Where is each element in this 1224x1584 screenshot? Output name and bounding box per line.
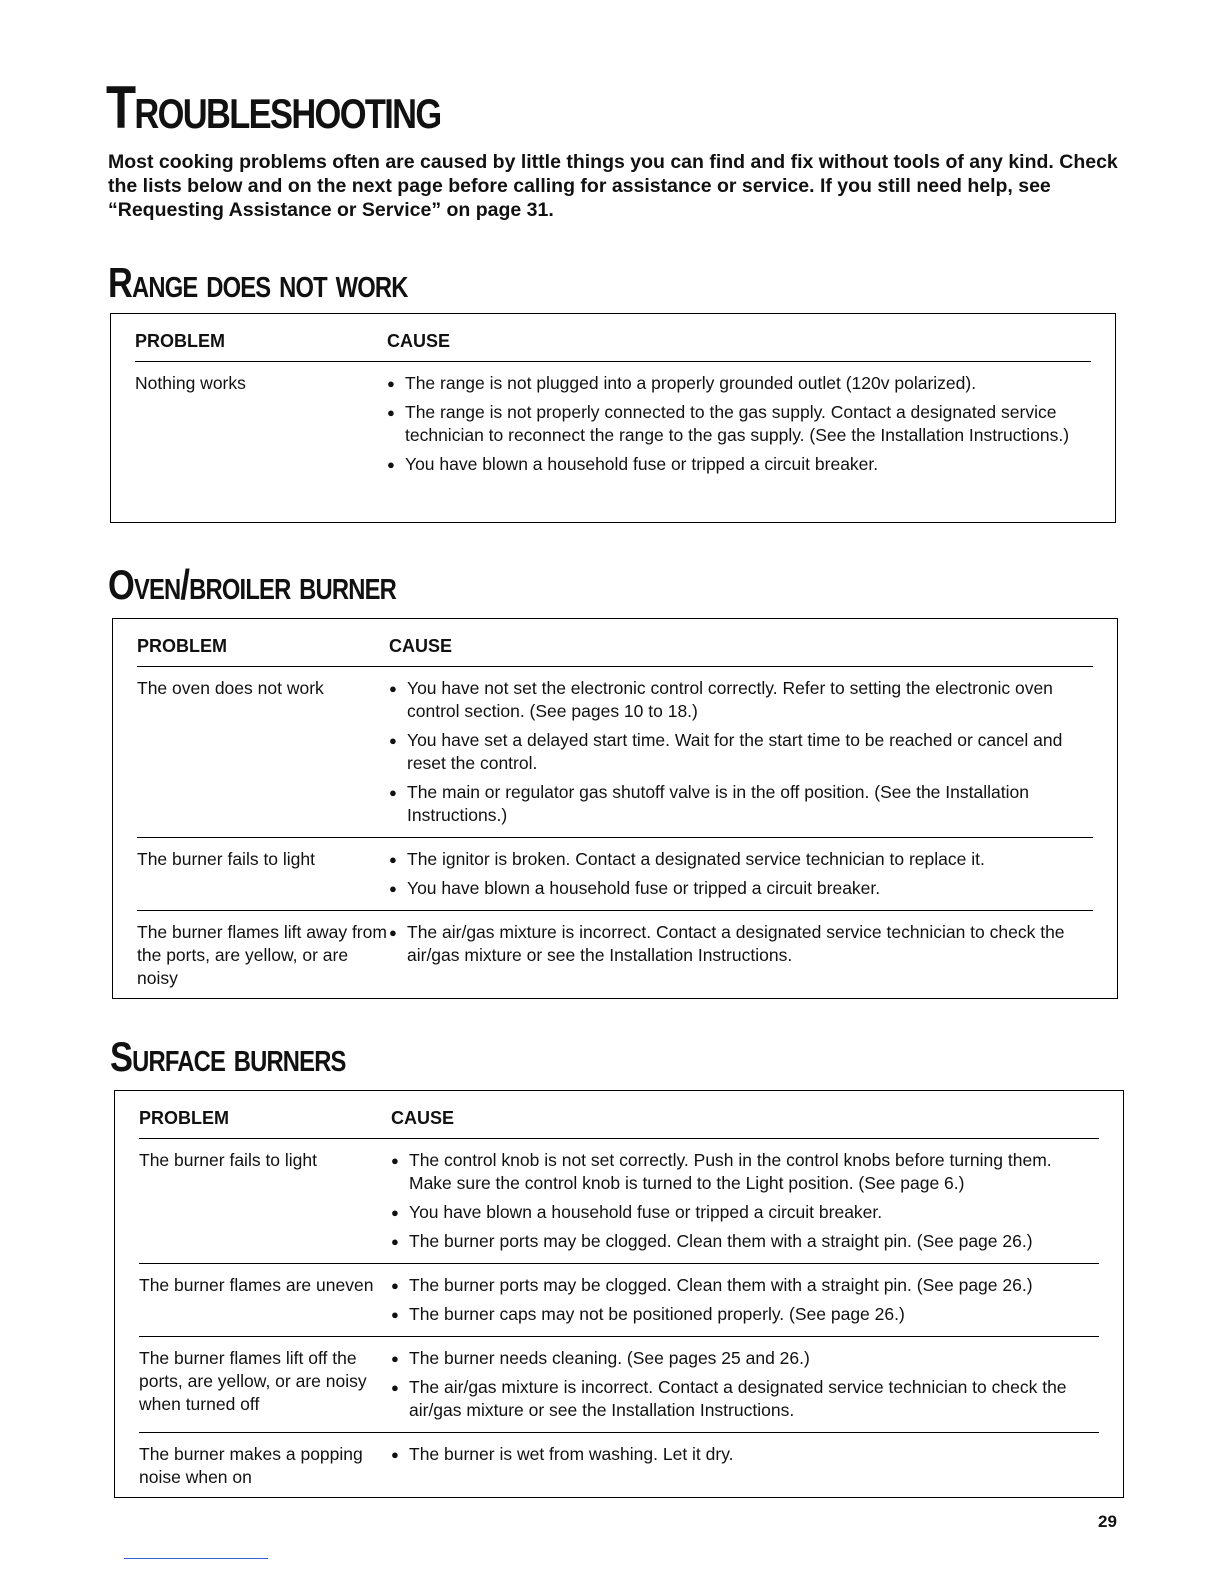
- problem-cell: The burner flames are uneven: [139, 1264, 391, 1337]
- page-title: Troubleshooting: [106, 74, 441, 141]
- cause-item: ● The burner ports may be clogged. Clean them with a straight pin. (See page 26.): [391, 1274, 1099, 1297]
- cause-cell: [389, 911, 1093, 1001]
- problem-cell: The burner flames lift off the ports, are yellow, or are noisy when turned off: [139, 1337, 391, 1433]
- cause-item: ● The range is not properly connected to the gas supply. Contact a designated service technician to reconnect the range to the gas supply. (See the Installation Instructions.): [387, 401, 1091, 447]
- cause-cell: [389, 667, 1093, 838]
- table-row: [139, 1337, 1099, 1433]
- cause-item: ● The air/gas mixture is incorrect. Contact a designated service technician to check the air/gas mixture or see the Installation Instructions.: [389, 921, 1093, 967]
- table-row: [137, 911, 1093, 1001]
- cause-item: ● The control knob is not set correctly. Push in the control knobs before turning them. Make sure the control knob is turned to the Light position. (See page 6.): [391, 1149, 1099, 1195]
- cause-cell: [391, 1139, 1099, 1264]
- problem-header: PROBLEM: [135, 314, 387, 362]
- problem-cell: The burner fails to light: [139, 1150, 318, 1170]
- cause-item: ● You have not set the electronic control correctly. Refer to setting the electronic oven control section. (See pages 10 to 18.): [389, 677, 1093, 723]
- cause-cell: [391, 1337, 1099, 1433]
- cause-item: ● The range is not plugged into a properly grounded outlet (120v polarized).: [387, 372, 1091, 395]
- cause-header: CAUSE: [389, 619, 1093, 667]
- table-surface-burners: [114, 1090, 1124, 1498]
- cause-item: ● The burner caps may not be positioned properly. (See page 26.): [391, 1303, 1099, 1326]
- cause-item: ● The ignitor is broken. Contact a designated service technician to replace it.: [389, 848, 1093, 871]
- table-row: [139, 1264, 1099, 1337]
- table-oven-broiler-burner: [112, 618, 1118, 999]
- cause-header: CAUSE: [391, 1091, 1099, 1139]
- problem-cell: The burner makes a popping noise when on: [139, 1433, 391, 1500]
- cause-header: CAUSE: [387, 314, 1091, 362]
- cause-cell: [387, 362, 1091, 487]
- cause-cell: [391, 1433, 1099, 1500]
- cause-cell: [389, 838, 1093, 911]
- cause-item: ● You have blown a household fuse or tripped a circuit breaker.: [391, 1201, 1099, 1224]
- problem-cell: The burner fails to light: [137, 838, 389, 911]
- table-range-does-not-work: [110, 313, 1116, 523]
- table-row: [139, 1139, 1099, 1264]
- section-title-oven-broiler: Oven/broiler burner: [108, 561, 396, 608]
- problem-cell: The oven does not work: [137, 678, 324, 698]
- cause-item: ● The burner is wet from washing. Let it dry.: [391, 1443, 1099, 1466]
- cause-item: ● The burner ports may be clogged. Clean them with a straight pin. (See page 26.): [391, 1230, 1099, 1253]
- table-row: [137, 838, 1093, 911]
- cause-item: ● The air/gas mixture is incorrect. Contact a designated service technician to check the air/gas mixture or see the Installation Instructions.: [391, 1376, 1099, 1422]
- table-row: [139, 1433, 1099, 1500]
- cause-item: ● The main or regulator gas shutoff valve is in the off position. (See the Installation Instructions.): [389, 781, 1093, 827]
- intro-paragraph: Most cooking problems often are caused by little things you can find and fix without tools of any kind. Check the lists below and on the next page before calling for assistance or service. If you still need help, see “Requesting Assistance or Service” on page 31.: [108, 151, 1118, 221]
- problem-header: PROBLEM: [137, 619, 389, 667]
- section-title-surface-burners: Surface burners: [110, 1033, 346, 1080]
- table-row: [135, 362, 1091, 487]
- page-number: 29: [1098, 1512, 1117, 1531]
- cause-item: ● You have set a delayed start time. Wait for the start time to be reached or cancel and reset the control.: [389, 729, 1093, 775]
- table-row: [137, 667, 1093, 838]
- cause-item: ● You have blown a household fuse or tripped a circuit breaker.: [389, 877, 1093, 900]
- section-title-range: Range does not work: [108, 259, 408, 306]
- cause-cell: [391, 1264, 1099, 1337]
- problem-header: PROBLEM: [139, 1091, 391, 1139]
- footer-divider: [124, 1558, 268, 1559]
- problem-cell: The burner flames lift away from the ports, are yellow, or are noisy: [137, 911, 389, 1001]
- cause-item: ● The burner needs cleaning. (See pages 25 and 26.): [391, 1347, 1099, 1370]
- problem-cell: Nothing works: [135, 373, 246, 393]
- cause-item: ● You have blown a household fuse or tripped a circuit breaker.: [387, 453, 1091, 476]
